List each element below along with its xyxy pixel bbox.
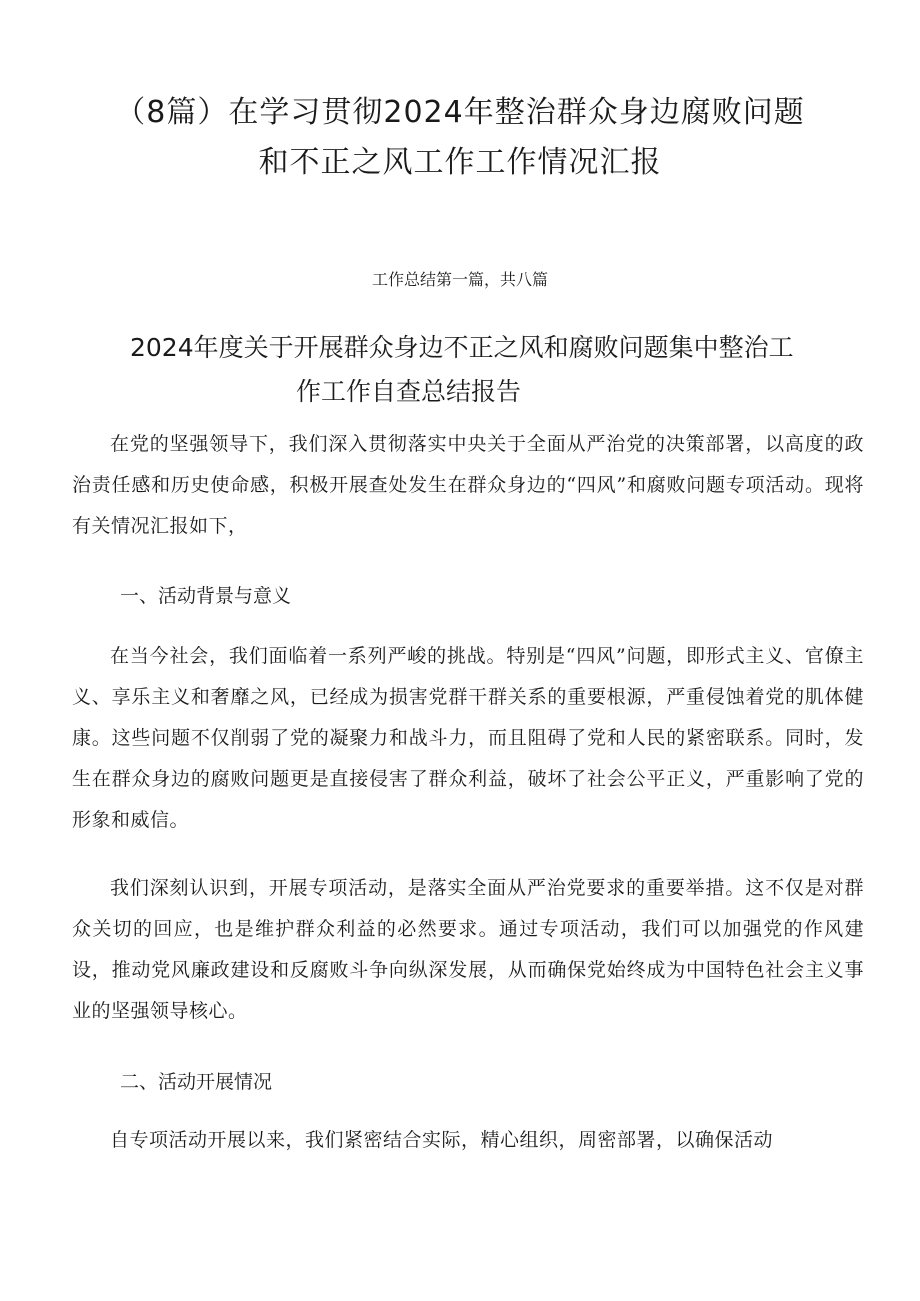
heading-background: 一、活动背景与意义 [120,585,292,607]
intro-paragraph: 在党的坚强领导下，我们深入贯彻落实中央关于全面从严治党的决策部署，以高度的政治责任感和历史使命感，积极开展查处发生在群众身边的“四风”和腐败问题专项活动。现将有关情况汇报如下， [72,433,864,537]
document-title [60,88,860,188]
paragraph-background: 在当今社会，我们面临着一系列严峻的挑战。特别是“四风”问题，即形式主义、官僚主义、享乐主义和奢靡之风，已经成为损害党群干群关系的重要根源，严重侵蚀着党的肌体健康。这些问题不仅削弱了党的凝聚力和战斗力，而且阻碍了党和人民的紧密联系。同时，发生在群众身边的腐败问题更是直接侵害了群众利益，破坏了社会公平正义，严重影响了党的形象和威信。 [72,645,864,831]
article-title [130,326,870,414]
document-subtitle: 工作总结第一篇，共八篇 [371,270,548,289]
article-title-line2: 作工作自查总结报告 [296,377,522,406]
heading-activities: 二、活动开展情况 [120,1071,273,1093]
paragraph-activities: 自专项活动开展以来，我们紧密结合实际，精心组织，周密部署，以确保活动 [110,1129,774,1151]
article-title-line1: 2024年度关于开展群众身边不正之风和腐败问题集中整治工 [130,333,794,362]
document-title-line1: （8篇）在学习贯彻2024年整治群众身边腐败问题 [115,95,805,130]
paragraph-significance: 我们深刻认识到，开展专项活动，是落实全面从严治党要求的重要举措。这不仅是对群众关切的回应，也是维护群众利益的必然要求。通过专项活动，我们可以加强党的作风建设，推动党风廉政建设和反腐败斗争向纵深发展，从而确保党始终成为中国特色社会主义事业的坚强领导核心。 [72,877,864,1022]
document-title-line2: 和不正之风工作工作情况汇报 [258,145,662,180]
